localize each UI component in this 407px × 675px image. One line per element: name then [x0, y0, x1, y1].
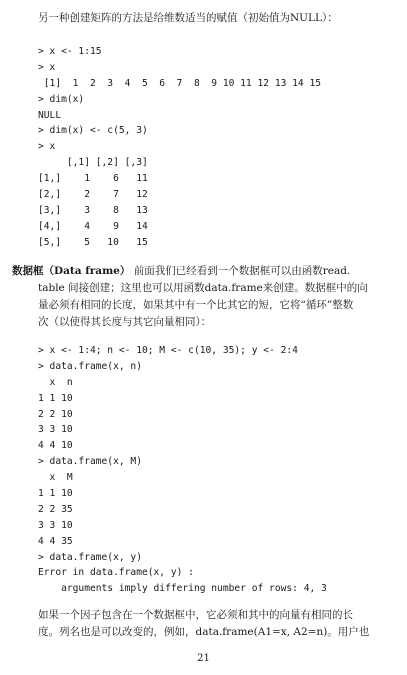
code-line: 1 1 10: [38, 488, 73, 500]
code-line: [,1] [,2] [,3]: [38, 157, 148, 169]
section-line: table 间接创建；这里也可以用函数data.frame来创建。数据框中的向: [38, 282, 368, 294]
intro-paragraph: 另一种创建矩阵的方法是给维数适当的赋值（初始值为NULL）：: [38, 12, 338, 24]
code-line: > data.frame(x, M): [38, 456, 142, 468]
code-line: [3,] 3 8 13: [38, 204, 148, 216]
code-line: > dim(x): [38, 93, 85, 105]
code-line: [1] 1 2 3 4 5 6 7 8 9 10 11 12 13 14 15: [38, 77, 322, 89]
code-line: > x <- 1:15: [38, 46, 102, 57]
code-line: [5,] 5 10 15: [38, 236, 148, 248]
code-line: > dim(x) <- c(5, 3): [38, 125, 148, 137]
section-first-line: [12, 263, 350, 280]
code-line: arguments imply differing number of rows: 4, 3: [38, 583, 327, 595]
section-heading: 数据框（Data frame）: [12, 265, 131, 277]
section-text: 前面我们已经看到一个数据框可以由函数read.: [130, 265, 351, 277]
code-line: > data.frame(x, y): [38, 551, 142, 563]
code-line: > x: [38, 141, 56, 153]
page-number: 21: [197, 653, 210, 664]
closing-line: 如果一个因子包含在一个数据框中，它必须和其中的向量有相同的长: [38, 609, 353, 621]
code-line: 2 2 10: [38, 408, 73, 420]
section-line: 次（以使得其长度与其它向量相同）：: [38, 316, 212, 328]
code-block-matrix: [38, 44, 321, 251]
code-line: [1,] 1 6 11: [38, 173, 148, 185]
closing-line: 度。列名也是可以改变的，例如，data.frame(A1=x, A2=n)。用户也: [38, 626, 370, 638]
code-block-data-frame: [38, 343, 327, 597]
code-line: > x <- 1:4; n <- 10; M <- c(10, 35); y <- 2:4: [38, 345, 298, 356]
code-line: > x: [38, 61, 56, 73]
code-line: Error in data.frame(x, y) :: [38, 567, 194, 579]
code-line: [2,] 2 7 12: [38, 189, 148, 201]
code-line: 3 3 10: [38, 519, 73, 531]
code-line: x n: [38, 376, 73, 388]
code-line: 3 3 10: [38, 424, 73, 436]
code-line: x M: [38, 472, 73, 484]
section-line: 量必须有相同的长度，如果其中有一个比其它的短，它将“循环”整数: [38, 299, 354, 311]
code-line: 1 1 10: [38, 392, 73, 404]
code-line: [4,] 4 9 14: [38, 220, 148, 232]
code-line: 4 4 10: [38, 440, 73, 452]
code-line: 4 4 35: [38, 535, 73, 547]
code-line: NULL: [38, 109, 62, 121]
code-line: > data.frame(x, n): [38, 360, 142, 372]
code-line: 2 2 35: [38, 503, 73, 515]
